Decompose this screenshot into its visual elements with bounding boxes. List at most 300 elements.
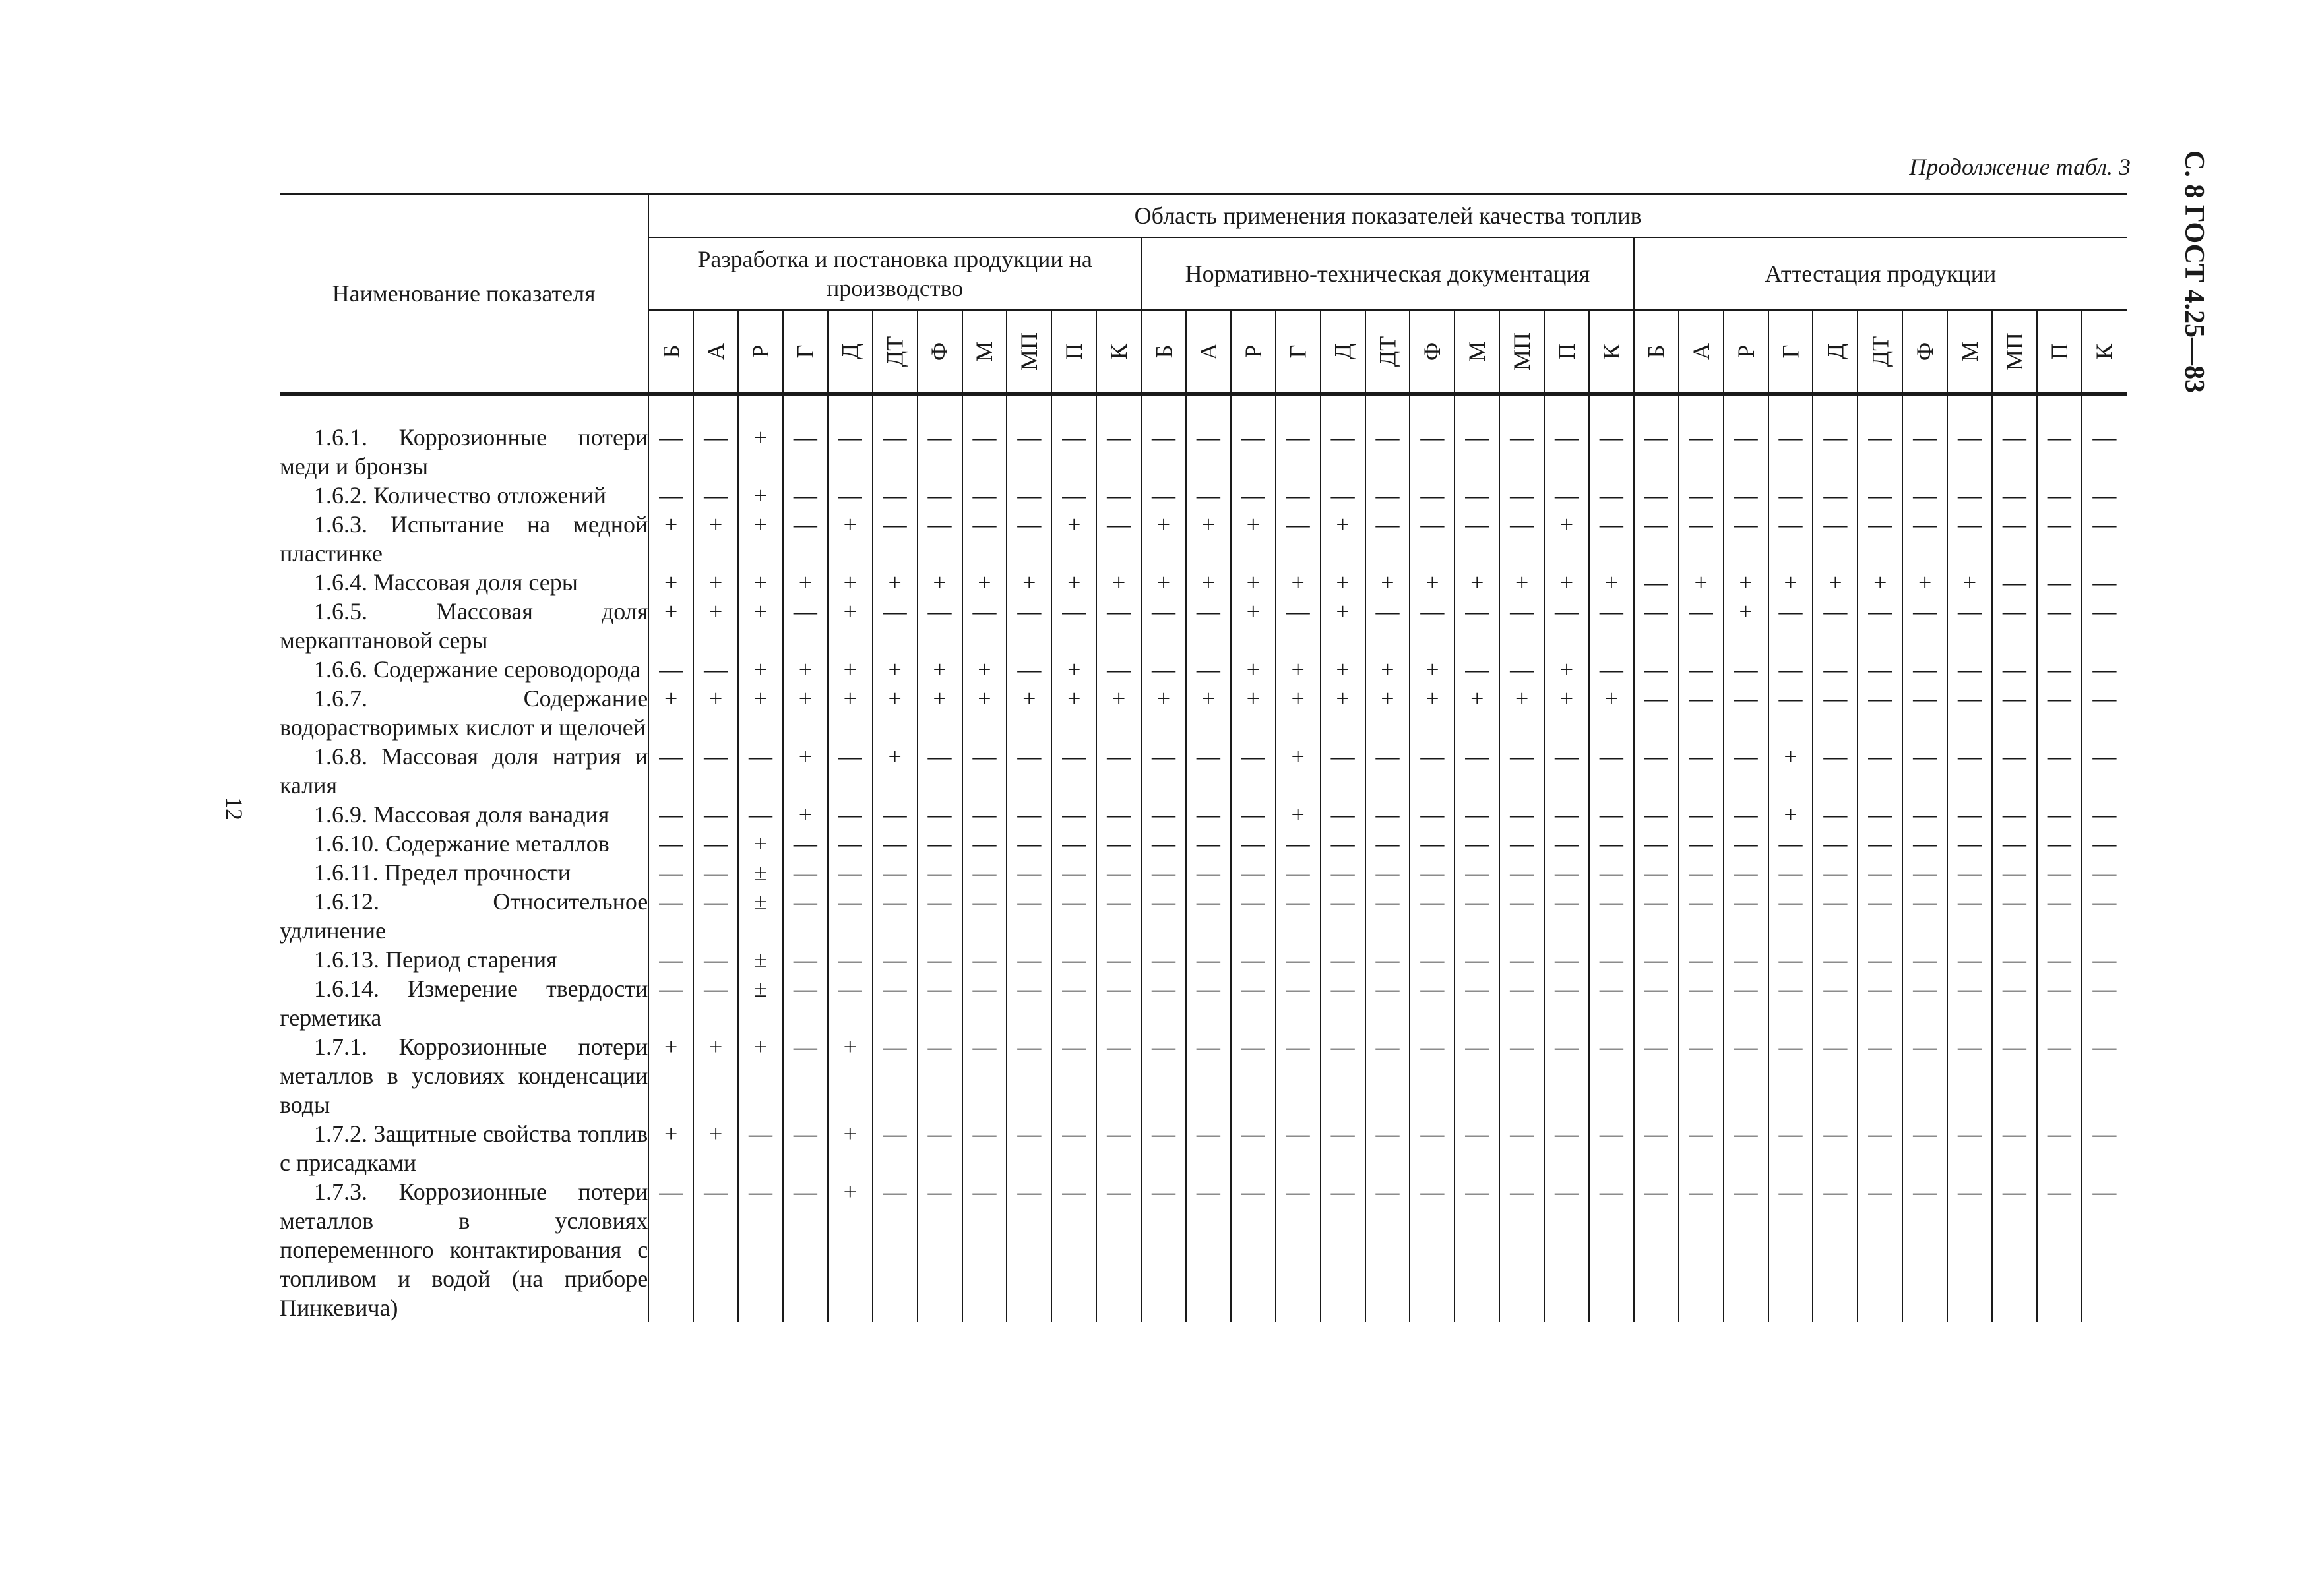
applicability-cell: —	[1589, 481, 1634, 510]
applicability-cell: +	[1051, 655, 1096, 684]
applicability-cell: +	[1231, 510, 1276, 568]
applicability-cell: —	[1902, 510, 1947, 568]
applicability-cell: —	[1992, 1032, 2037, 1119]
applicability-cell: —	[873, 1177, 918, 1322]
applicability-cell: —	[2092, 685, 2117, 712]
applicability-cell: —	[1768, 655, 1813, 684]
applicability-cell: —	[1231, 800, 1276, 829]
applicability-cell: —	[1410, 423, 1454, 481]
applicability-cell: —	[1365, 1119, 1410, 1177]
applicability-cell: —	[1141, 481, 1186, 510]
applicability-cell: +	[828, 1032, 873, 1119]
applicability-cell: —	[1768, 1119, 1813, 1177]
applicability-cell: —	[1321, 1177, 1365, 1322]
applicability-cell: —	[1679, 597, 1724, 655]
applicability-cell: +	[693, 568, 738, 597]
fuel-column-label: Б	[1642, 344, 1670, 359]
applicability-cell: —	[873, 887, 918, 945]
applicability-cell: —	[1365, 423, 1410, 481]
fuel-column-label: Г	[1284, 344, 1311, 359]
applicability-cell: +	[1410, 655, 1454, 684]
applicability-cell: —	[1454, 597, 1499, 655]
applicability-cell: —	[918, 597, 962, 655]
applicability-cell: —	[2092, 656, 2117, 683]
applicability-cell: —	[1992, 423, 2037, 481]
applicability-cell: —	[1634, 1177, 1679, 1322]
applicability-cell: —	[1947, 1177, 1992, 1322]
table-row	[280, 423, 2127, 481]
applicability-cell: —	[1634, 481, 1679, 510]
applicability-cell: —	[1454, 423, 1499, 481]
applicability-cell: +	[693, 510, 738, 568]
applicability-cell: —	[1634, 945, 1679, 974]
applicability-cell: —	[1186, 481, 1231, 510]
applicability-cell: +	[1813, 568, 1858, 597]
applicability-cell: —	[1858, 858, 1902, 887]
fuel-column-header	[1454, 310, 1499, 394]
table-row	[280, 1119, 2127, 1177]
applicability-cell: —	[2037, 655, 2082, 684]
table-row	[280, 684, 2127, 742]
fuel-column-header	[1410, 310, 1454, 394]
applicability-cell: +	[1544, 510, 1589, 568]
applicability-cell: —	[1410, 1177, 1454, 1322]
applicability-cell: —	[2092, 424, 2117, 450]
applicability-cell: —	[1007, 510, 1051, 568]
applicability-cell: —	[1679, 1119, 1724, 1177]
applicability-cell: —	[1634, 684, 1679, 742]
applicability-cell: —	[1947, 510, 1992, 568]
applicability-cell: —	[2037, 887, 2082, 945]
applicability-cell: —	[1231, 945, 1276, 974]
fuel-column-header	[1858, 310, 1902, 394]
applicability-cell: —	[693, 742, 738, 800]
indicator-name	[280, 1119, 648, 1177]
table-row	[280, 858, 2127, 887]
applicability-cell: +	[648, 1032, 693, 1119]
applicability-cell: —	[1724, 1177, 1768, 1322]
applicability-cell: —	[1410, 945, 1454, 974]
applicability-cell: —	[1410, 742, 1454, 800]
applicability-cell: —	[783, 481, 828, 510]
applicability-cell: —	[1724, 887, 1768, 945]
applicability-cell: ±	[738, 858, 783, 887]
applicability-cell: +	[738, 829, 783, 858]
applicability-cell: ±	[738, 974, 783, 1032]
applicability-cell: —	[962, 974, 1007, 1032]
applicability-cell: —	[2037, 510, 2082, 568]
fuel-column-label: Ф	[1419, 342, 1446, 361]
applicability-cell: —	[1813, 597, 1858, 655]
applicability-cell: —	[1096, 742, 1141, 800]
applicability-cell: —	[1902, 684, 1947, 742]
applicability-cell: —	[1141, 800, 1186, 829]
applicability-cell: —	[1499, 597, 1544, 655]
applicability-cell: —	[783, 858, 828, 887]
applicability-cell: —	[2092, 1120, 2117, 1147]
applicability-cell: —	[962, 829, 1007, 858]
fuel-column-label: А	[703, 343, 730, 360]
table-row	[280, 597, 2127, 655]
applicability-cell: —	[1454, 945, 1499, 974]
applicability-cell: —	[1679, 423, 1724, 481]
applicability-cell: —	[1589, 829, 1634, 858]
applicability-cell: —	[1321, 974, 1365, 1032]
indicator-name-text: 1.6.7. Содержание водорастворимых кислот и щелочей	[280, 685, 648, 741]
applicability-cell: —	[1096, 510, 1141, 568]
applicability-cell: —	[1051, 1177, 1096, 1322]
fuel-column-header	[1634, 310, 1679, 394]
applicability-cell: —	[1410, 829, 1454, 858]
applicability-cell: —	[1589, 423, 1634, 481]
applicability-cell: —	[1365, 945, 1410, 974]
applicability-cell: —	[1231, 974, 1276, 1032]
applicability-cell: —	[1231, 481, 1276, 510]
applicability-cell: —	[1679, 858, 1724, 887]
fuel-column-label: Б	[658, 344, 685, 359]
table-row	[280, 974, 2127, 1032]
applicability-cell: —	[1768, 887, 1813, 945]
applicability-cell: —	[1276, 887, 1321, 945]
applicability-cell: —	[1724, 481, 1768, 510]
applicability-cell: +	[648, 1119, 693, 1177]
applicability-cell: —	[1051, 829, 1096, 858]
applicability-cell: —	[1947, 945, 1992, 974]
applicability-cell: —	[1186, 1177, 1231, 1322]
applicability-cell: —	[1992, 887, 2037, 945]
applicability-cell: —	[873, 1032, 918, 1119]
applicability-cell: +	[1276, 742, 1321, 800]
applicability-cell: —	[962, 945, 1007, 974]
applicability-cell: —	[783, 597, 828, 655]
applicability-cell: —	[873, 481, 918, 510]
applicability-cell: —	[738, 742, 783, 800]
applicability-cell: +	[1231, 597, 1276, 655]
applicability-cell: —	[1276, 597, 1321, 655]
applicability-cell: —	[1947, 423, 1992, 481]
applicability-cell: —	[2092, 743, 2117, 770]
indicator-name-text: 1.6.4. Массовая доля серы	[314, 569, 578, 596]
applicability-cell: —	[1051, 945, 1096, 974]
fuel-column-label: М	[971, 340, 998, 363]
applicability-cell: —	[1544, 423, 1589, 481]
applicability-cell: —	[1768, 481, 1813, 510]
applicability-cell: —	[873, 423, 918, 481]
applicability-cell: —	[1634, 742, 1679, 800]
applicability-cell: —	[1410, 1119, 1454, 1177]
indicator-name	[280, 568, 648, 597]
applicability-cell: —	[648, 481, 693, 510]
applicability-cell: +	[828, 1119, 873, 1177]
applicability-cell: —	[918, 481, 962, 510]
applicability-cell: +	[918, 655, 962, 684]
applicability-cell: —	[1813, 481, 1858, 510]
applicability-cell: —	[648, 887, 693, 945]
applicability-cell: —	[1634, 655, 1679, 684]
applicability-cell: +	[738, 510, 783, 568]
applicability-cell: —	[1454, 887, 1499, 945]
fuel-column-label: Р	[1732, 344, 1759, 359]
applicability-cell: —	[1231, 858, 1276, 887]
applicability-cell: +	[1007, 568, 1051, 597]
applicability-cell: —	[783, 829, 828, 858]
fuel-column-label: ДТ	[881, 336, 908, 367]
applicability-cell: —	[693, 423, 738, 481]
group-header-development: Разработка и постановка продукции на производство	[648, 237, 1141, 310]
applicability-cell: —	[1858, 510, 1902, 568]
applicability-cell: —	[1679, 800, 1724, 829]
applicability-cell: —	[1410, 481, 1454, 510]
applicability-cell: —	[1276, 974, 1321, 1032]
applicability-cell: —	[1007, 1177, 1051, 1322]
applicability-cell: —	[2037, 1177, 2082, 1322]
applicability-cell: +	[1231, 684, 1276, 742]
applicability-cell: —	[738, 1119, 783, 1177]
fuel-column-label: Р	[1239, 344, 1266, 359]
applicability-cell: —	[1724, 684, 1768, 742]
applicability-cell: —	[1858, 974, 1902, 1032]
applicability-cell: —	[1186, 800, 1231, 829]
applicability-cell: —	[648, 800, 693, 829]
applicability-cell: +	[1321, 655, 1365, 684]
applicability-cell: —	[1724, 800, 1768, 829]
applicability-cell: —	[693, 858, 738, 887]
applicability-cell: —	[1051, 974, 1096, 1032]
applicability-cell: —	[1679, 829, 1724, 858]
applicability-cell: —	[1096, 800, 1141, 829]
applicability-cell: +	[1186, 510, 1231, 568]
applicability-cell: —	[1902, 655, 1947, 684]
applicability-cell: —	[1634, 510, 1679, 568]
applicability-cell: —	[1454, 800, 1499, 829]
applicability-cell: —	[1276, 858, 1321, 887]
applicability-cell: +	[828, 655, 873, 684]
fuel-column-header	[918, 310, 962, 394]
applicability-cell: —	[1858, 1032, 1902, 1119]
fuel-column-header	[1141, 310, 1186, 394]
applicability-cell: —	[1141, 858, 1186, 887]
indicator-name-text: 1.7.2. Защитные свойства топлив с присадками	[280, 1120, 648, 1176]
applicability-cell: +	[1276, 684, 1321, 742]
applicability-cell: —	[1454, 1177, 1499, 1322]
applicability-cell: —	[1768, 974, 1813, 1032]
applicability-cell: —	[1007, 945, 1051, 974]
applicability-cell: —	[1947, 481, 1992, 510]
applicability-cell: —	[1231, 1119, 1276, 1177]
application-scope-header: Область применения показателей качества топлив	[648, 194, 2127, 238]
applicability-cell: +	[1902, 568, 1947, 597]
applicability-cell: —	[1544, 1032, 1589, 1119]
applicability-cell: —	[1813, 742, 1858, 800]
applicability-cell: —	[828, 481, 873, 510]
applicability-cell: +	[783, 684, 828, 742]
applicability-cell: +	[828, 1177, 873, 1322]
indicator-name	[280, 684, 648, 742]
fuel-column-label: Г	[1777, 344, 1804, 359]
applicability-cell: —	[1499, 858, 1544, 887]
applicability-cell: —	[693, 481, 738, 510]
applicability-cell: —	[1992, 510, 2037, 568]
applicability-cell: —	[783, 887, 828, 945]
applicability-cell: —	[1096, 858, 1141, 887]
applicability-cell: —	[1186, 887, 1231, 945]
fuel-column-header	[1813, 310, 1858, 394]
applicability-cell: —	[1992, 597, 2037, 655]
fuel-column-label: Б	[1150, 344, 1177, 359]
applicability-cell: —	[1096, 974, 1141, 1032]
applicability-cell: —	[1634, 829, 1679, 858]
applicability-cell: —	[1410, 510, 1454, 568]
applicability-cell: —	[1499, 887, 1544, 945]
applicability-cell: —	[1051, 800, 1096, 829]
applicability-cell: —	[1321, 742, 1365, 800]
applicability-cell: —	[828, 829, 873, 858]
applicability-cell: —	[918, 423, 962, 481]
applicability-cell: —	[648, 829, 693, 858]
applicability-cell: —	[2037, 829, 2082, 858]
indicator-name	[280, 1032, 648, 1119]
applicability-cell: —	[1768, 1032, 1813, 1119]
applicability-cell: —	[1410, 887, 1454, 945]
applicability-cell: —	[648, 742, 693, 800]
indicator-name	[280, 742, 648, 800]
applicability-cell: —	[1186, 742, 1231, 800]
applicability-cell: —	[1499, 1032, 1544, 1119]
applicability-cell: +	[1321, 510, 1365, 568]
applicability-cell: —	[1992, 1119, 2037, 1177]
applicability-cell: —	[1679, 945, 1724, 974]
fuel-column-header	[693, 310, 738, 394]
applicability-cell: —	[648, 858, 693, 887]
applicability-cell: —	[1634, 974, 1679, 1032]
applicability-cell: +	[1321, 684, 1365, 742]
applicability-cell: —	[1141, 597, 1186, 655]
indicator-name-text: 1.6.12. Относительное удлинение	[280, 888, 648, 944]
table-row	[280, 800, 2127, 829]
indicator-name-text: 1.6.2. Количество отложений	[314, 482, 607, 508]
applicability-cell: +	[1499, 568, 1544, 597]
applicability-cell: —	[1321, 423, 1365, 481]
applicability-cell: —	[1947, 829, 1992, 858]
applicability-cell: +	[1365, 684, 1410, 742]
applicability-cell: —	[1276, 1032, 1321, 1119]
applicability-cell: —	[1544, 742, 1589, 800]
applicability-cell: —	[1589, 945, 1634, 974]
applicability-cell: —	[1365, 1177, 1410, 1322]
applicability-cell: +	[783, 742, 828, 800]
applicability-cell: —	[1858, 597, 1902, 655]
applicability-cell: —	[1813, 829, 1858, 858]
applicability-cell: —	[1276, 481, 1321, 510]
fuel-column-label: Д	[1822, 343, 1849, 360]
applicability-cell: —	[873, 974, 918, 1032]
applicability-cell: —	[1813, 1177, 1858, 1322]
applicability-cell: —	[1992, 829, 2037, 858]
indicator-name-text: 1.6.14. Измерение твердости герметика	[280, 975, 648, 1031]
applicability-cell: —	[1858, 800, 1902, 829]
applicability-cell: —	[1007, 423, 1051, 481]
applicability-cell: +	[1724, 597, 1768, 655]
applicability-cell: —	[1499, 742, 1544, 800]
fuel-column-label: П	[2046, 343, 2073, 360]
fuel-column-header	[2037, 310, 2082, 394]
applicability-cell: —	[1499, 974, 1544, 1032]
applicability-cell: +	[1724, 568, 1768, 597]
applicability-cell: —	[1634, 1119, 1679, 1177]
applicability-cell: ±	[738, 945, 783, 974]
table-row	[280, 481, 2127, 510]
applicability-cell: +	[1768, 800, 1813, 829]
applicability-cell: —	[1365, 510, 1410, 568]
fuel-column-label: Г	[792, 344, 819, 359]
applicability-cell: —	[1589, 597, 1634, 655]
applicability-cell: +	[1051, 568, 1096, 597]
applicability-cell: —	[2037, 974, 2082, 1032]
applicability-cell: —	[693, 655, 738, 684]
applicability-cell: —	[2092, 859, 2117, 886]
fuel-column-label: ДТ	[1867, 336, 1894, 367]
fuel-column-header	[1499, 310, 1544, 394]
applicability-cell: —	[1724, 858, 1768, 887]
applicability-cell: —	[1902, 974, 1947, 1032]
applicability-cell: +	[1321, 597, 1365, 655]
fuel-column-header	[1947, 310, 1992, 394]
applicability-cell: +	[648, 597, 693, 655]
applicability-cell: —	[1544, 945, 1589, 974]
applicability-cell: +	[738, 423, 783, 481]
applicability-cell: +	[962, 655, 1007, 684]
applicability-cell: +	[1410, 684, 1454, 742]
applicability-cell: —	[648, 423, 693, 481]
applicability-cell: +	[1365, 568, 1410, 597]
applicability-cell: —	[873, 858, 918, 887]
applicability-cell: —	[1589, 858, 1634, 887]
applicability-cell: +	[1141, 568, 1186, 597]
applicability-cell: —	[1724, 655, 1768, 684]
applicability-cell: —	[918, 858, 962, 887]
applicability-cell: —	[918, 800, 962, 829]
fuel-column-header	[1186, 310, 1231, 394]
applicability-cell: —	[693, 945, 738, 974]
applicability-cell: —	[1544, 597, 1589, 655]
applicability-cell: —	[2092, 482, 2117, 508]
applicability-cell: —	[1454, 1119, 1499, 1177]
applicability-cell: —	[1634, 800, 1679, 829]
fuel-column-label: Р	[747, 344, 774, 359]
applicability-cell: —	[783, 1119, 828, 1177]
fuel-column-label: А	[1195, 343, 1222, 360]
applicability-cell: —	[1902, 481, 1947, 510]
indicator-name	[280, 1177, 648, 1322]
applicability-cell: +	[738, 597, 783, 655]
applicability-cell: —	[1365, 597, 1410, 655]
applicability-cell: —	[1096, 945, 1141, 974]
applicability-cell: —	[1813, 800, 1858, 829]
applicability-cell: —	[1321, 945, 1365, 974]
applicability-cell: —	[1858, 655, 1902, 684]
applicability-cell: +	[1186, 568, 1231, 597]
applicability-cell: +	[1858, 568, 1902, 597]
applicability-cell: —	[1007, 829, 1051, 858]
applicability-cell: —	[2092, 511, 2117, 537]
applicability-cell: —	[918, 742, 962, 800]
applicability-cell: —	[648, 1177, 693, 1322]
applicability-cell: —	[1679, 1032, 1724, 1119]
fuel-column-header	[873, 310, 918, 394]
fuel-column-header	[1276, 310, 1321, 394]
applicability-cell: —	[1634, 568, 1679, 597]
applicability-cell: —	[1589, 974, 1634, 1032]
